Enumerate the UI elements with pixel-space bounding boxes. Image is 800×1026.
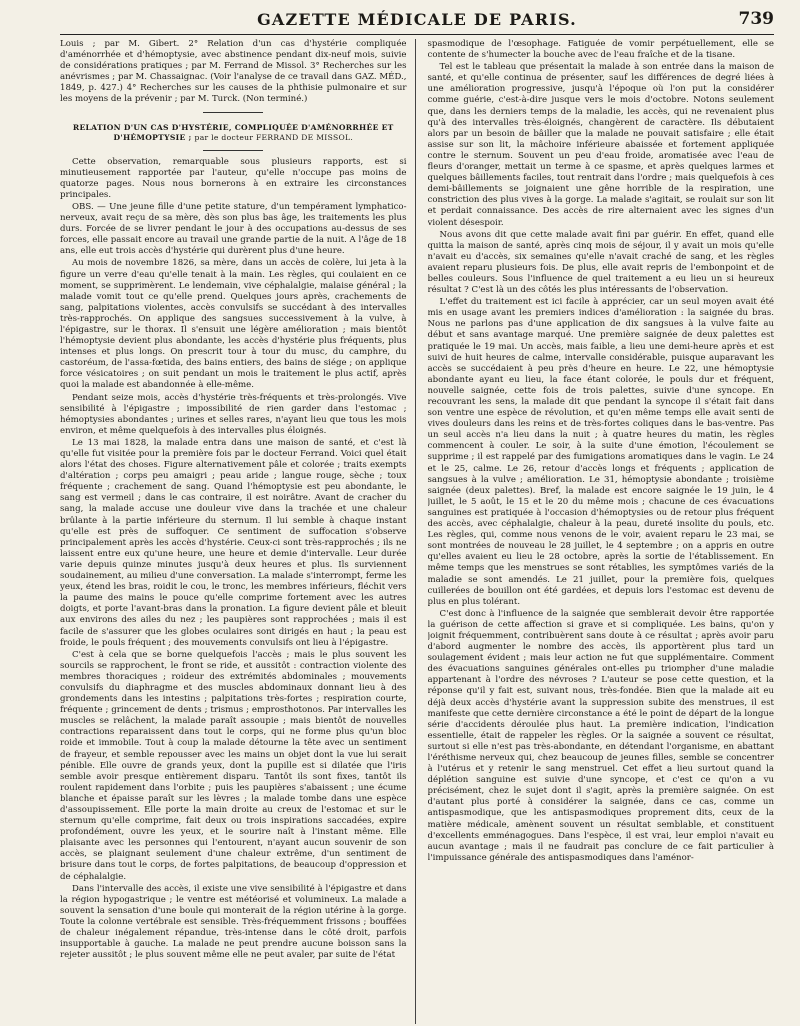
paragraph: Dans l'intervalle des accès, il existe une vive sensibilité à l'épigastre et dans la région hypogastrique ; le ventre est météorisé et volumineux. La malade a souvent la sensation d'une boule qui monterait de la région utérine à la gorge. Toute la colonne vertébrale est sensible. Très-fréquemment frissons ; bouffées de chaleur inégalement répandue, très-intense dans le côté droit, parfois insupportable à gauche. La malade ne peut prendre aucune boisson sans la rejeter aussitôt ; le plus souvent même elle ne peut avaler, par suite de l'état xyxy=(60,883,407,961)
text-columns xyxy=(60,39,774,1024)
section-heading xyxy=(60,123,407,144)
separator-rule xyxy=(203,112,263,113)
session-summary: Louis ; par M. Gibert. 2° Relation d'un cas d'hystérie compliquée d'aménorrhée et d'hémoptysie, avec abstinence pendant dix-neuf mois, suivie de considérations pratiques ; par M. Ferrand de Missol. 3° Recherches sur les anévrismes ; par M. Chassaignac. (Voir l'analyse de ce travail dans GAZ. MÉD., 1849, p. 427.) 4° Recherches sur les causes de la phthisie pulmonaire et sur les moyens de la prévenir ; par M. Turck. (Non terminé.) xyxy=(60,39,407,105)
paragraph: spasmodique de l'œsophage. Fatiguée de vomir perpétuellement, elle se contente de s'humecter la bouche avec de l'eau fraîche et de la tisane. xyxy=(427,39,774,61)
paragraph: Pendant seize mois, accès d'hystérie très-fréquents et très-prolongés. Vive sensibilité à l'épigastre ; impossibilité de rien garder dans l'estomac ; hémoptysies abondantes ; urines et selles rares, n'ayant lieu que tous les mois environ, et même quelquefois à des intervalles plus éloignés. xyxy=(60,392,407,436)
paragraph: Le 13 mai 1828, la malade entra dans une maison de santé, et c'est là qu'elle fut visitée pour la première fois par le docteur Ferrand. Voici quel était alors l'état des choses. Figure alternativement pâle et colorée ; traits exempts d'altération ; corps peu amaigri ; peau aride ; langue rouge, sèche ; toux fréquente ; crachement de sang. Quand l'hémoptysie est peu abondante, le sang est vermeil ; dans le cas contraire, il est noirâtre. Avant de cracher du sang, la malade accuse une douleur vive dans la trachée et une chaleur brûlante à la partie inférieure du sternum. Il lui semble à chaque instant qu'elle est près de suffoquer. Ce sentiment de suffocation s'observe principalement après les accès d'hystérie. Ceux-ci sont très-rapprochés ; ils ne laissent entre eux qu'une heure, une heure et demie d'intervalle. Leur durée varie depuis quinze minutes jusqu'à deux heures et plus. Ils surviennent soudainement, au milieu d'une conversation. La malade s'interrompt, ferme les yeux, étend les bras, roidit le cou, le tronc, les membres inférieurs, fléchit vers la paume des mains le pouce qu'elle comprime fortement avec les autres doigts, et porte l'avant-bras dans la pronation. La figure devient pâle et bleuit aux environs des ailes du nez ; les paupières sont rapprochées ; mais il est facile de s'assurer que les globes oculaires sont dirigés en haut ; la peau est froide, le pouls fréquent ; des mouvements convulsifs ont lieu à l'épigastre. xyxy=(60,437,407,648)
journal-title: GAZETTE MÉDICALE DE PARIS. xyxy=(257,10,577,29)
paragraph: Nous avons dit que cette malade avait fini par guérir. En effet, quand elle quitta la maison de santé, après cinq mois de séjour, il y avait un mois qu'elle n'avait eu d'accès, six semaines qu'elle n'avait craché de sang, et les règles avaient reparu plusieurs fois. De plus, elle avait repris de l'embonpoint et de belles couleurs. Sous l'influence de quel traitement a eu lieu un si heureux résultat ? C'est là un des côtés les plus intéressants de l'observation. xyxy=(427,229,774,296)
paragraph: OBS. — Une jeune fille d'une petite stature, d'un tempérament lymphatico-nerveux, avait reçu de sa mère, dès son plus bas âge, les traitements les plus durs. Forcée de se livrer pendant le jour à des occupations au-dessus de ses forces, elle passait encore au travail une grande partie de la nuit. A l'âge de 18 ans, elle eut trois accès d'hystérie qui durèrent plus d'une heure. xyxy=(60,201,407,257)
section-author: par le docteur FERRAND DE MISSOL. xyxy=(194,133,354,143)
paragraph: Tel est le tableau que présentait la malade à son entrée dans la maison de santé, et qu'elle continua de présenter, sauf les différences de degré liées à une amélioration progressive, jusqu'à l'époque où l'on put la considérer comme guérie, c'est-à-dire jusque vers le mois d'octobre. Notons seulement que, dans les derniers temps de la maladie, les accès, qui ne revenaient plus qu'à des intervalles très-éloignés, changèrent de caractère. Ils débutaient alors par un besoin de bâiller que la malade ne pouvait satisfaire ; elle était assise sur son lit, la mâchoire inférieure abaissée et fortement appliquée contre le sternum. Souvent un peu d'eau froide, aromatisée avec l'eau de fleurs d'oranger, mettait un terme à ce spasme, et après quelques larmes et quelques bâillements faciles, tout rentrait dans l'ordre ; mais quelquefois à ces demi-bâillements se joignaient une gêne horrible de la respiration, une constriction des plus vives à la gorge. La malade s'agitait, se roulait sur son lit et perdait connaissance. Des accès de rire alternaient avec les signes d'un violent désespoir. xyxy=(427,62,774,228)
running-header xyxy=(60,8,774,35)
paragraph: C'est à cela que se borne quelquefois l'accès ; mais le plus souvent les sourcils se rapprochent, le front se ride, et aussitôt : contraction violente des membres thoraciques ; roideur des extrémités abdominales ; mouvements convulsifs du diaphragme et des muscles abdominaux donnant lieu à des grondements dans les intestins ; palpitations très-fortes ; respiration courte, fréquente ; grincement de dents ; trismus ; emprosthotonos. Par intervalles les muscles se relâchent, la malade paraît assoupie ; mais bientôt de nouvelles contractions reparaissent dans tout le corps, qui ne forme plus qu'un bloc roide et immobile. Tout à coup la malade détourne la tête avec un sentiment de frayeur, et semble repousser avec les mains un objet dont la vue lui serait pénible. Elle ouvre de grands yeux, dont la pupille est si dilatée que l'iris semble avoir presque entièrement disparu. Tantôt ils sont fixes, tantôt ils roulent rapidement dans l'orbite ; puis les paupières s'abaissent ; une écume blanche et épaisse paraît sur les lèvres ; la malade tombe dans une espèce d'assoupissement. Elle porte la main droite au creux de l'estomac et sur le sternum qu'elle comprime, fait deux ou trois inspirations saccadées, expire profondément, ouvre les yeux, et le sourire naît à l'instant même. Elle plaisante avec les personnes qui l'entourent, n'ayant aucun souvenir de son accès, se plaignant seulement d'une chaleur extrême, d'un sentiment de brisure dans tout le corps, de fortes palpitations, de beaucoup d'oppression et de céphalalgie. xyxy=(60,649,407,882)
paragraph: Cette observation, remarquable sous plusieurs rapports, est si minutieusement rapportée par l'auteur, qu'elle n'occupe pas moins de quatorze pages. Nous nous bornerons à en extraire les circonstances principales. xyxy=(60,156,407,200)
section-title: RELATION D'UN CAS D'HYSTÉRIE, COMPLIQUÉE D'AMÉNORRHÉE ET D'HÉMOPTYSIE ; xyxy=(72,122,394,143)
right-column xyxy=(428,39,775,1024)
paragraph: Au mois de novembre 1826, sa mère, dans un accès de colère, lui jeta à la figure un verre d'eau qu'elle tenait à la main. Les règles, qui coulaient en ce moment, se supprimèrent. Le lendemain, vive céphalalgie, malaise général ; la malade vomit tout ce qu'elle prend. Quelques jours après, crachements de sang, palpitations violentes, accès convulsifs se succédant à des intervalles très-rapprochés. On applique des sangsues successivement à la vulve, à l'épigastre, sur le thorax. Il s'ensuit une légère amélioration ; mais bientôt l'hémoptysie devient plus abondante, les accès d'hystérie plus fréquents, plus intenses et plus longs. On prescrit tour à tour du musc, du camphre, du castoréum, de l'assa-fœtida, des bains entiers, des bains de siége ; on applique force vésicatoires ; on suit pendant un mois le traitement le plus actif, après quoi la malade est abandonnée à elle-même. xyxy=(60,258,407,391)
separator-rule xyxy=(203,150,263,151)
left-column xyxy=(60,39,416,1024)
paragraph: L'effet du traitement est ici facile à apprécier, car un seul moyen avait été mis en usage avant les premiers indices d'amélioration : la saignée du bras. Nous ne parlons pas d'une application de dix sangsues à la vulve faite au début et sans avantage marqué. Une première saignée de deux palettes est pratiquée le 19 mai. Un accès, mais faible, a lieu une demi-heure après et est suivi de huit heures de calme, intervalle considérable, puisque auparavant les accès se succédaient à peu près d'heure en heure. Le 22, une hémoptysie abondante ayant eu lieu, la face étant colorée, le pouls dur et fréquent, nouvelle saignée, cette fois de trois palettes, suivie d'une syncope. En recouvrant les sens, la malade dit que pendant la syncope il s'était fait dans son ventre une espèce de révolution, et qu'en même temps elle avait senti de vives douleurs dans les reins et de très-fortes coliques dans le bas-ventre. Pas un seul accès n'a lieu dans la nuit ; à quatre heures du matin, les règles commencent à couler. Le soir, à la suite d'une émotion, l'écoulement se supprime ; il est rappelé par des fumigations aromatiques dans le vagin. Le 24 et le 25, calme. Le 26, retour d'accès longs et fréquents ; application de sangsues à la vulve ; amélioration. Le 31, hémoptysie abondante ; troisième saignée (deux palettes). Bref, la malade est encore saignée le 19 juin, le 4 juillet, le 5 août, le 15 et le 20 du même mois ; chacune de ces évacuations sanguines est pratiquée à l'occasion d'hémoptysies ou de retour plus fréquent des accès, avec céphalalgie, chaleur à la peau, dureté insolite du pouls, etc. Les règles, qui, comme nous venons de le voir, avaient reparu le 23 mai, se sont montrées de nouveau le 28 juillet, le 4 septembre ; on a appris en outre qu'elles avaient eu lieu le 28 octobre, après la sortie de l'établissement. En même temps que les menstrues se sont rétablies, les symptômes variés de la maladie se sont amendés. Le 21 juillet, pour la première fois, quelques cuillerées de bouillon ont été gardées, et depuis lors l'estomac est devenu de plus en plus tolérant. xyxy=(427,297,774,607)
paragraph: C'est donc à l'influence de la saignée que semblerait devoir être rapportée la guérison de cette affection si grave et si compliquée. Les bains, qu'on y joignit fréquemment, contribuèrent sans doute à ce résultat ; après avoir paru d'abord augmenter le nombre des accès, ils apportèrent plus tard un soulagement évident ; mais leur action ne fut que supplémentaire. Comment des évacuations sanguines générales ont-elles pu triompher d'une maladie appartenant à l'ordre des névroses ? L'auteur se pose cette question, et la réponse qu'il y fait est, suivant nous, très-fondée. Bien que la malade ait eu déjà deux accès d'hystérie avant la suppression subite des menstrues, il est manifeste que cette dernière circonstance a été le point de départ de la longue série d'accidents déroulée plus haut. La première indication, l'indication essentielle, était de rappeler les règles. Or la saignée a souvent ce résultat, surtout si elle n'est pas très-abondante, en détendant l'organisme, en abattant l'éréthisme nerveux qui, chez beaucoup de jeunes filles, semble se concentrer à l'utérus et y retenir le sang menstruel. Cet effet a lieu surtout quand la déplétion sanguine est suivie d'une syncope, et c'est ce qu'on a vu précisément, chez le sujet dont il s'agit, après la première saignée. On est d'autant plus porté à considérer la saignée, dans ce cas, comme un antispasmodique, que les antispasmodiques proprement dits, ceux de la matière médicale, amènent souvent un résultat semblable, et constituent d'excellents emménagogues. Dans l'espèce, il est vrai, leur emploi n'avait eu aucun avantage ; mais il ne faudrait pas conclure de ce fait particulier à l'impuissance générale des antispasmodiques dans l'aménor- xyxy=(427,608,774,863)
page-number: 739 xyxy=(738,9,774,29)
